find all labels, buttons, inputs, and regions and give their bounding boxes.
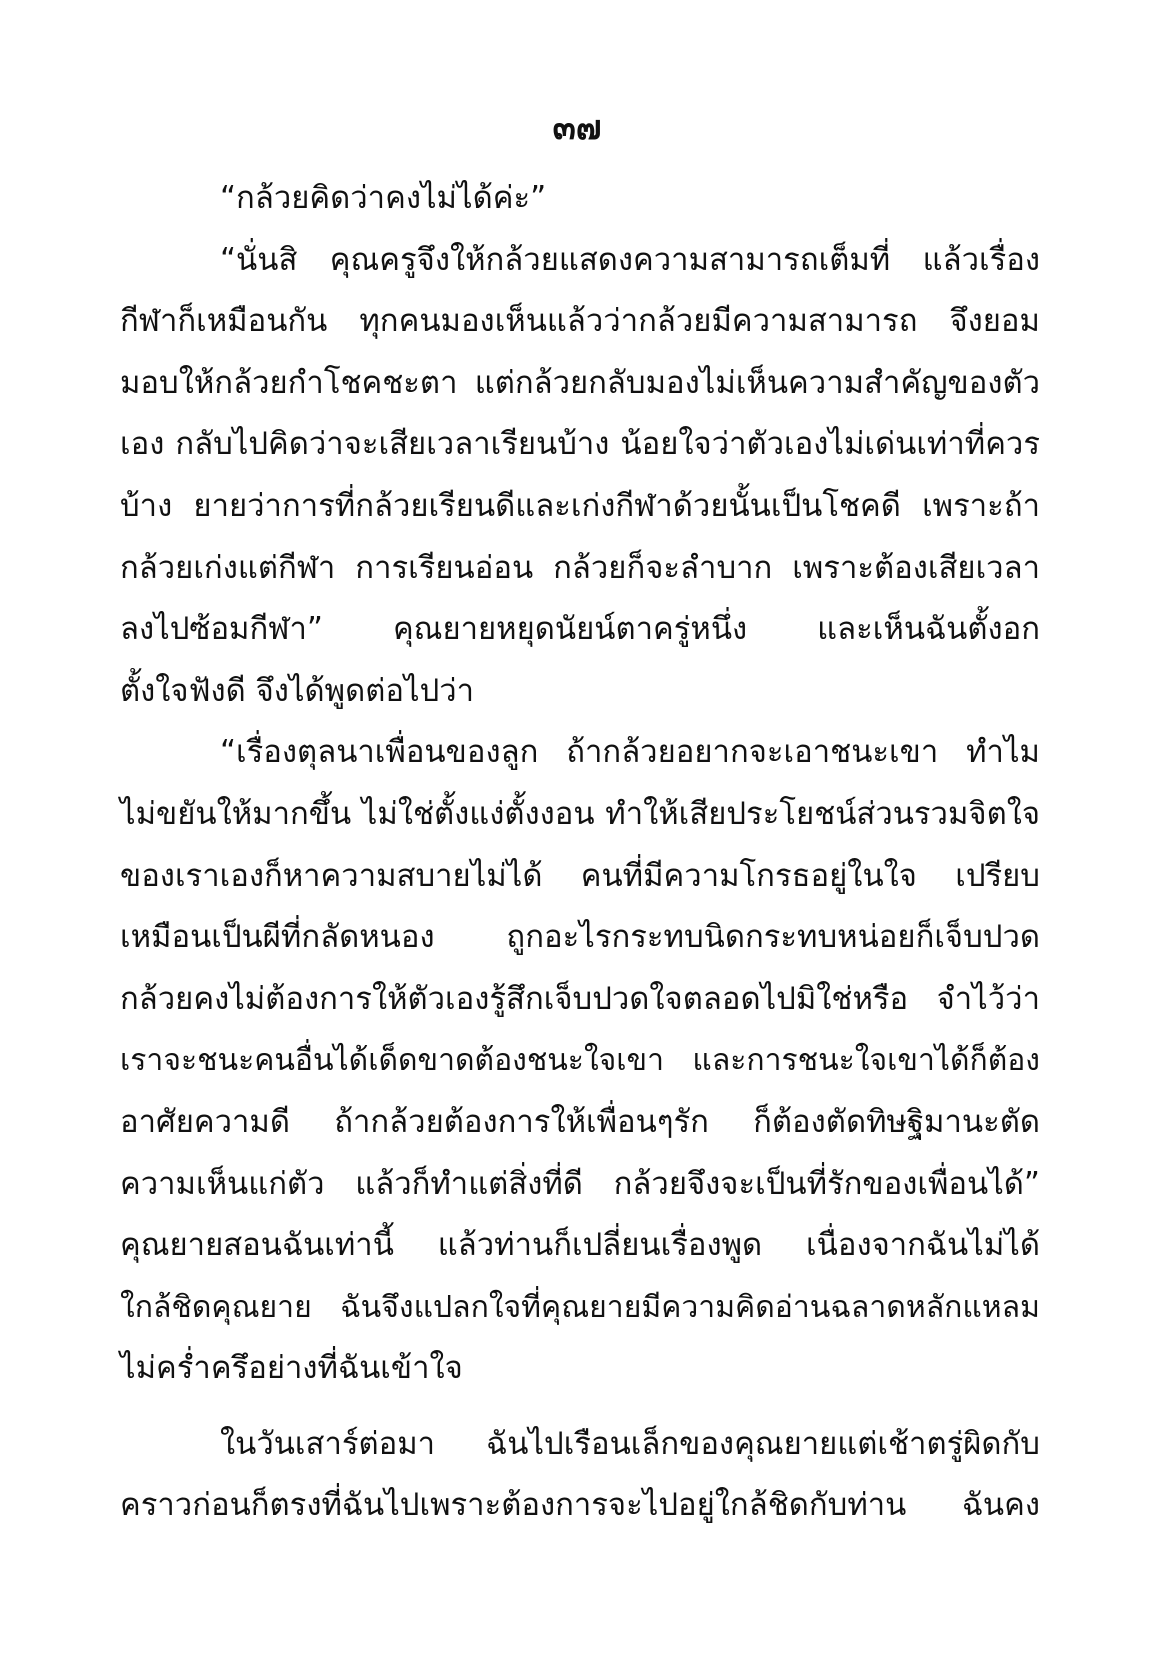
text-line: “นั่นสิ คุณครูจึงให้กล้วยแสดงความสามารถเต็มที่ แล้วเรื่อง — [220, 241, 1040, 278]
text-line: กีฬาก็เหมือนกัน ทุกคนมองเห็นแล้วว่ากล้วยมีความสามารถ จึงยอม — [120, 303, 1040, 340]
text-line: “กล้วยคิดว่าคงไม่ได้ค่ะ” — [220, 180, 547, 216]
text-line: ใกล้ชิดคุณยาย ฉันจึงแปลกใจที่คุณยายมีความคิดอ่านฉลาดหลักแหลม — [120, 1289, 1040, 1325]
body-text — [120, 168, 1040, 1537]
text-line: คุณยายสอนฉันเท่านี้ แล้วท่านก็เปลี่ยนเรื่องพูด เนื่องจากฉันไม่ได้ — [120, 1227, 1040, 1264]
text-line: กล้วยเก่งแต่กีฬา การเรียนอ่อน กล้วยก็จะลำบาก เพราะต้องเสียเวลา — [120, 549, 1040, 586]
text-line: ลงไปซ้อมกีฬา” คุณยายหยุดนัยน์ตาครู่หนึ่ง และเห็นฉันตั้งอก — [120, 611, 1040, 648]
text-line: กล้วยคงไม่ต้องการให้ตัวเองรู้สึกเจ็บปวดใจตลอดไปมิใช่หรือ จำไว้ว่า — [120, 980, 1040, 1017]
text-line: มอบให้กล้วยกำโชคชะตา แต่กล้วยกลับมองไม่เห็นความสำคัญของตัว — [120, 364, 1040, 401]
text-line: คราวก่อนก็ตรงที่ฉันไปเพราะต้องการจะไปอยู่ใกล้ชิดกับท่าน ฉันคง — [120, 1487, 1040, 1524]
text-line: ของเราเองก็หาความสบายไม่ได้ คนที่มีความโกรธอยู่ในใจ เปรียบ — [120, 857, 1040, 894]
text-line: “เรื่องตุลนาเพื่อนของลูก ถ้ากล้วยอยากจะเอาชนะเขา ทำไม — [220, 734, 1040, 771]
page-number: ๓๗ — [552, 108, 602, 148]
text-line: ไม่ขยันให้มากขึ้น ไม่ใช่ตั้งแง่ตั้งงอน ทำให้เสียประโยชน์ส่วนรวมจิตใจ — [120, 795, 1040, 832]
text-line: เราจะชนะคนอื่นได้เด็ดขาดต้องชนะใจเขา และการชนะใจเขาได้ก็ต้อง — [120, 1043, 1040, 1079]
text-line: เอง กลับไปคิดว่าจะเสียเวลาเรียนบ้าง น้อยใจว่าตัวเองไม่เด่นเท่าที่ควร — [120, 426, 1040, 463]
text-line: ไม่คร่ำครึอย่างที่ฉันเข้าใจ — [120, 1350, 463, 1387]
text-line: ในวันเสาร์ต่อมา ฉันไปเรือนเล็กของคุณยายแต่เช้าตรู่ผิดกับ — [220, 1425, 1040, 1462]
text-line: เหมือนเป็นผีที่กลัดหนอง ถูกอะไรกระทบนิดกระทบหน่อยก็เจ็บปวด — [120, 919, 1040, 956]
text-line: ความเห็นแก่ตัว แล้วก็ทำแต่สิ่งที่ดี กล้วยจึงจะเป็นที่รักของเพื่อนได้” — [120, 1165, 1040, 1202]
text-line: อาศัยความดี ถ้ากล้วยต้องการให้เพื่อนๆรัก ก็ต้องตัดทิษฐิมานะตัด — [120, 1103, 1040, 1140]
text-line: บ้าง ยายว่าการที่กล้วยเรียนดีและเก่งกีฬาด้วยนั้นเป็นโชคดี เพราะถ้า — [120, 487, 1040, 524]
text-line: ตั้งใจฟังดี จึงได้พูดต่อไปว่า — [120, 672, 475, 709]
